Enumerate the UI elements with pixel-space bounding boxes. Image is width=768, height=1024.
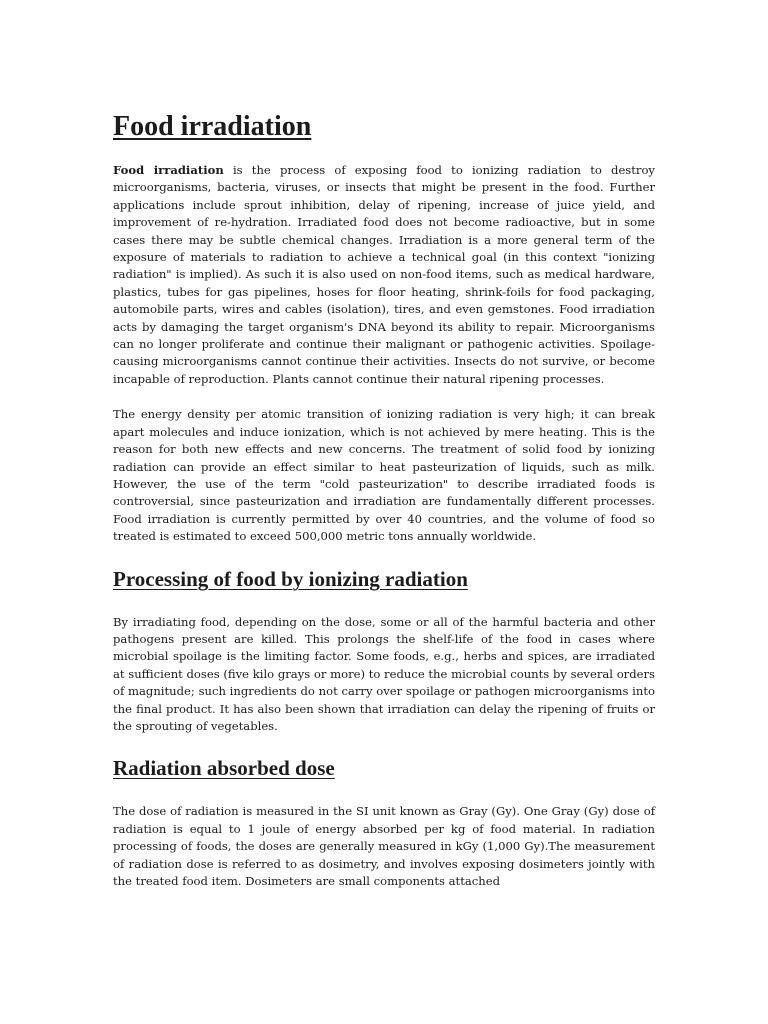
intro-lead-bold: Food irradiation bbox=[113, 163, 224, 177]
intro-text: is the process of exposing food to ionizing radiation to destroy microorganisms, bacteria, viruses, or insects that might be present in the food. Further applications include sprout inhibition, delay of ripening, increase of juice yield, and improvement of re-hydration. Irradiated food does not become radioactive, but in some cases there may be subtle chemical changes. Irradiation is a more general term of the exposure of materials to radiation to achieve a technical goal (in this context "ionizing radiation" is implied). As such it is also used on non-food items, such as medical hardware, plastics, tubes for gas pipelines, hoses for floor heating, shrink-foils for food packaging, automobile parts, wires and cables (isolation), tires, and even gemstones. Food irradiation acts by damaging the target organism's DNA beyond its ability to repair. Microorganisms can no longer proliferate and continue their malignant or pathogenic activities. Spoilage-causing microorganisms cannot continue their activities. Insects do not survive, or become incapable of reproduction. Plants cannot continue their natural ripening processes. bbox=[113, 163, 655, 386]
intro-paragraph bbox=[113, 162, 655, 388]
section-heading-dose: Radiation absorbed dose bbox=[113, 756, 335, 781]
energy-density-paragraph: The energy density per atomic transition of ionizing radiation is very high; it can break apart molecules and induce ionization, which is not achieved by mere heating. This is the reason for both new effects and new concerns. The treatment of solid food by ionizing radiation can provide an effect similar to heat pasteurization of liquids, such as milk. However, the use of the term "cold pasteurization" to describe irradiated foods is controversial, since pasteurization and irradiation are fundamentally different processes. Food irradiation is currently permitted by over 40 countries, and the volume of food so treated is estimated to exceed 500,000 metric tons annually worldwide. bbox=[113, 407, 655, 544]
processing-paragraph: By irradiating food, depending on the dose, some or all of the harmful bacteria and other pathogens present are killed. This prolongs the shelf-life of the food in cases where microbial spoilage is the limiting factor. Some foods, e.g., herbs and spices, are irradiated at sufficient doses (five kilo grays or more) to reduce the microbial counts by several orders of magnitude; such ingredients do not carry over spoilage or pathogen microorganisms into the final product. It has also been shown that irradiation can delay the ripening of fruits or the sprouting of vegetables. bbox=[113, 614, 655, 733]
dose-paragraph: The dose of radiation is measured in the SI unit known as Gray (Gy). One Gray (Gy) dose of radiation is equal to 1 joule of energy absorbed per kg of food material. In radiation processing of foods, the doses are generally measured in kGy (1,000 Gy).The measurement of radiation dose is referred to as dosimetry, and involves exposing dosimeters jointly with the treated food item. Dosimeters are small components attached bbox=[113, 804, 655, 888]
document-page bbox=[113, 110, 655, 907]
section-heading-processing: Processing of food by ionizing radiation bbox=[113, 566, 468, 591]
page-title: Food irradiation bbox=[113, 111, 312, 142]
